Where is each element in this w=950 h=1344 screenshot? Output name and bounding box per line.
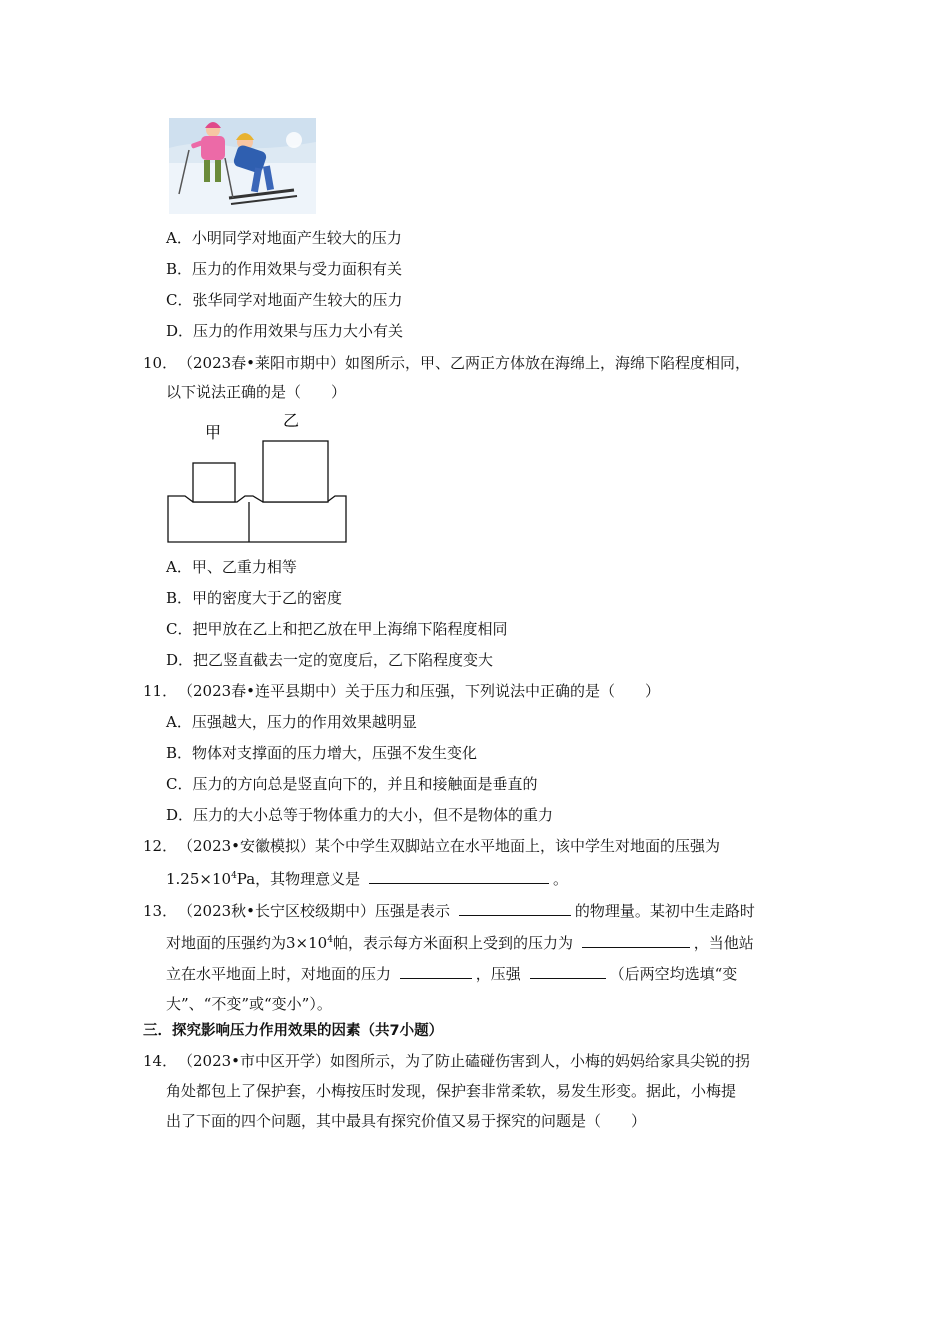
q14-stem-line1: （2023•市中区开学）如图所示，为了防止磕碰伤害到人，小梅的妈妈给家具尖锐的拐 [178, 1052, 751, 1070]
q11-option-c: C．压力的方向总是竖直向下的，并且和接触面是垂直的 [166, 775, 538, 793]
q10-option-b: B．甲的密度大于乙的密度 [166, 589, 343, 607]
q9-option-b: B．压力的作用效果与受力面积有关 [166, 260, 403, 278]
q13-text-3b: ，压强 [475, 965, 521, 983]
q13-stem-line4: 大”、“不变”或“变小”）。 [166, 995, 332, 1013]
q12-number: 12． [143, 837, 178, 855]
q13-blank-2[interactable] [582, 933, 690, 948]
q13-blank-1[interactable] [459, 901, 571, 916]
q14-stem-line3: 出了下面的四个问题，其中最具有探究价值又易于探究的问题是（ ） [166, 1112, 647, 1130]
q13-text-3a: 立在水平地面上时，对地面的压力 [166, 965, 392, 983]
q11-option-d: D．压力的大小总等于物体重力的大小，但不是物体的重力 [166, 806, 554, 824]
skiers-illustration [169, 118, 316, 214]
q11-number: 11． [143, 682, 178, 700]
label-yi: 乙 [283, 411, 300, 430]
q13-text-1a: （2023秋•长宁区校级期中）压强是表示 [178, 902, 451, 920]
label-jia: 甲 [205, 423, 222, 442]
q10-option-a: A．甲、乙重力相等 [166, 558, 297, 576]
q13-text-2a: 对地面的压强约为3×10 [166, 934, 328, 952]
q10-option-c: C．把甲放在乙上和把乙放在甲上海绵下陷程度相同 [166, 620, 508, 638]
q13-exponent: 4 [327, 935, 333, 945]
q13-blank-3[interactable] [400, 964, 472, 979]
q12-value: 1.25×10 [166, 870, 232, 888]
q12-answer-blank[interactable] [369, 869, 549, 884]
q12-stem-line1: （2023•安徽模拟）某个中学生双脚站立在水平地面上，该中学生对地面的压强为 [178, 837, 721, 855]
q13-number: 13． [143, 902, 178, 920]
q10-stem-line2: 以下说法正确的是（ ） [166, 383, 347, 401]
q13-text-1b: 的物理量。某初中生走路时 [574, 902, 755, 920]
section-3-title: 三．探究影响压力作用效果的因素（共7小题） [143, 1023, 444, 1039]
q10-stem-line1: （2023春•莱阳市期中）如图所示，甲、乙两正方体放在海绵上，海绵下陷程度相同， [178, 354, 751, 372]
q14-stem-line2: 角处都包上了保护套，小梅按压时发现，保护套非常柔软，易发生形变。据此，小梅提 [166, 1082, 737, 1100]
q11-option-b: B．物体对支撑面的压力增大，压强不发生变化 [166, 744, 478, 762]
q13-text-2b: 帕，表示每方米面积上受到的压力为 [332, 934, 573, 952]
q9-option-a: A．小明同学对地面产生较大的压力 [166, 229, 402, 247]
q10-option-d: D．把乙竖直截去一定的宽度后，乙下陷程度变大 [166, 651, 494, 669]
q12-period: 。 [552, 870, 568, 888]
q14-number: 14． [143, 1052, 178, 1070]
q9-option-c: C．张华同学对地面产生较大的压力 [166, 291, 403, 309]
q12-text: Pa，其物理意义是 [236, 870, 361, 888]
q13-text-3c: （后两空均选填“变 [609, 965, 738, 983]
q12-exponent: 4 [231, 871, 237, 881]
q10-number: 10． [143, 354, 178, 372]
q13-blank-4[interactable] [530, 964, 606, 979]
q13-stem-line3 [166, 964, 737, 984]
q13-stem-line1 [178, 901, 755, 921]
sponge-cubes-figure [165, 408, 349, 548]
q9-option-d: D．压力的作用效果与压力大小有关 [166, 322, 404, 340]
q11-stem: （2023春•连平县期中）关于压力和压强，下列说法中正确的是（ ） [178, 682, 661, 700]
q11-option-a: A．压强越大，压力的作用效果越明显 [166, 713, 417, 731]
q13-text-2c: ，当他站 [693, 934, 754, 952]
q12-stem-line2 [166, 869, 568, 889]
q13-stem-line2 [166, 933, 754, 953]
